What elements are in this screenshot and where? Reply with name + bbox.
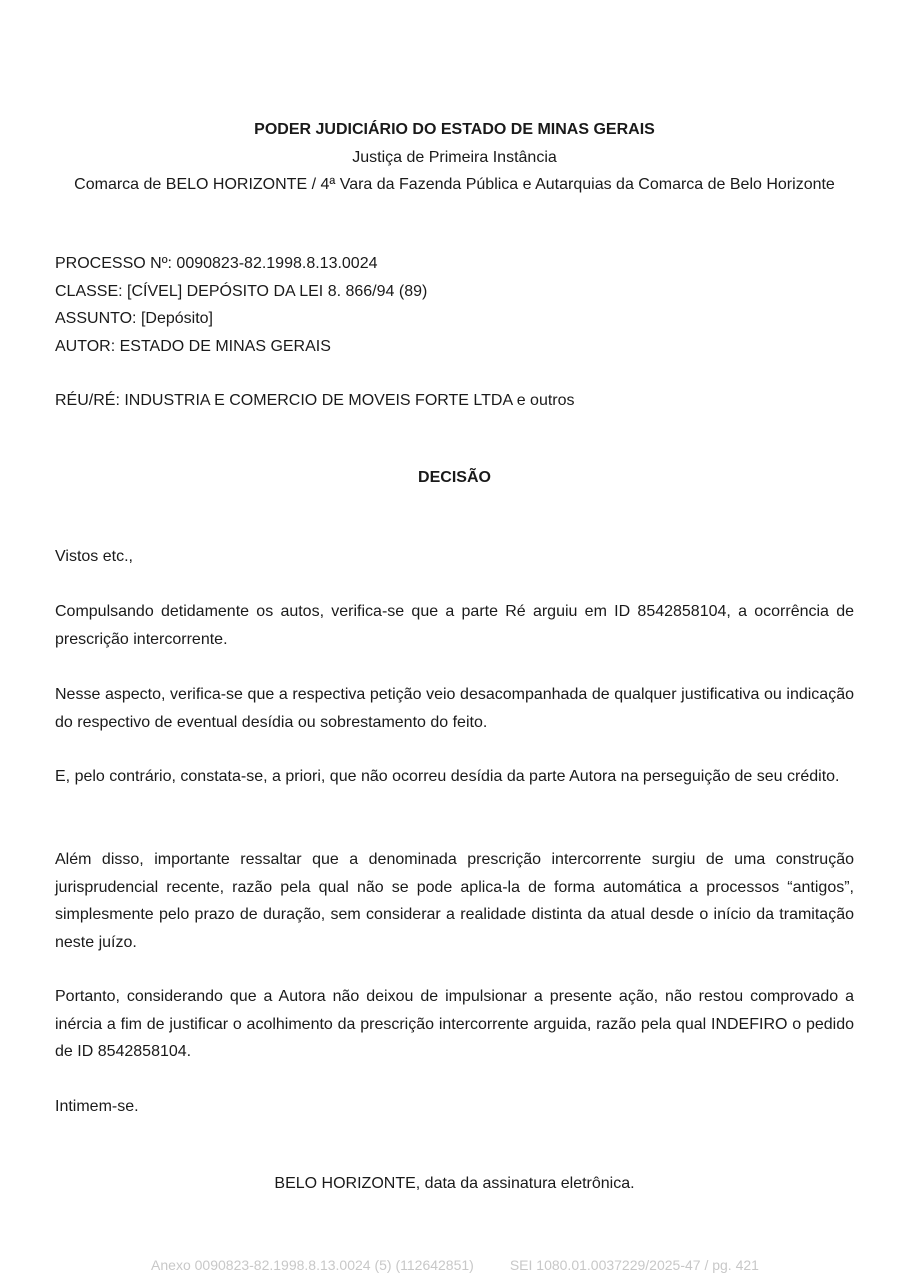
paragraph-5: Portanto, considerando que a Autora não deixou de impulsionar a presente ação, não restou comprovado a inércia a fim de justificar o acolhimento da prescrição intercorrente arguida, razão pela qual INDEFIRO o pedido de ID 8542858104.: [55, 988, 854, 1060]
court-name: PODER JUDICIÁRIO DO ESTADO DE MINAS GERAIS: [254, 121, 655, 138]
process-number: PROCESSO Nº: 0090823-82.1998.8.13.0024: [55, 255, 378, 272]
paragraph-4: Além disso, importante ressaltar que a denominada prescrição intercorrente surgiu de uma construção jurisprudencial recente, razão pela qual não se pode aplica-la de forma automática a processos “antigos”, simplesmente pelo prazo de duração, sem considerar a realidade distinta da atual desde o início da tramitação neste juízo.: [55, 851, 854, 951]
footer-annex: Anexo 0090823-82.1998.8.13.0024 (5) (112642851): [151, 1257, 474, 1273]
paragraph-greeting: Vistos etc.,: [55, 548, 133, 565]
court-district: Comarca de BELO HORIZONTE / 4ª Vara da Fazenda Pública e Autarquias da Comarca de Belo Horizonte: [74, 176, 835, 193]
footer-sei: SEI 1080.01.0037229/2025-47 / pg. 421: [509, 1257, 759, 1273]
page-footer: [0, 1255, 910, 1275]
paragraph-closing: Intimem-se.: [55, 1098, 139, 1115]
document-header: [55, 116, 854, 199]
case-author: AUTOR: ESTADO DE MINAS GERAIS: [55, 337, 331, 355]
paragraph-2: Nesse aspecto, verifica-se que a respectiva petição veio desacompanhada de qualquer justificativa ou indicação do respectivo de eventual desídia ou sobrestamento do feito.: [55, 686, 854, 731]
signoff-location-date: BELO HORIZONTE, data da assinatura eletrônica.: [274, 1175, 635, 1192]
paragraph-1: Compulsando detidamente os autos, verifica-se que a parte Ré arguiu em ID 8542858104, a ocorrência de prescrição intercorrente.: [55, 603, 854, 648]
case-metadata: [55, 250, 854, 360]
document-title: DECISÃO: [418, 469, 491, 486]
court-instance: Justiça de Primeira Instância: [352, 148, 557, 166]
case-subject: ASSUNTO: [Depósito]: [55, 310, 213, 327]
case-defendant: RÉU/RÉ: INDUSTRIA E COMERCIO DE MOVEIS FORTE LTDA e outros: [55, 392, 575, 409]
case-class: CLASSE: [CÍVEL] DEPÓSITO DA LEI 8. 866/94 (89): [55, 282, 428, 300]
paragraph-3: E, pelo contrário, constata-se, a priori, que não ocorreu desídia da parte Autora na perseguição de seu crédito.: [55, 768, 840, 785]
